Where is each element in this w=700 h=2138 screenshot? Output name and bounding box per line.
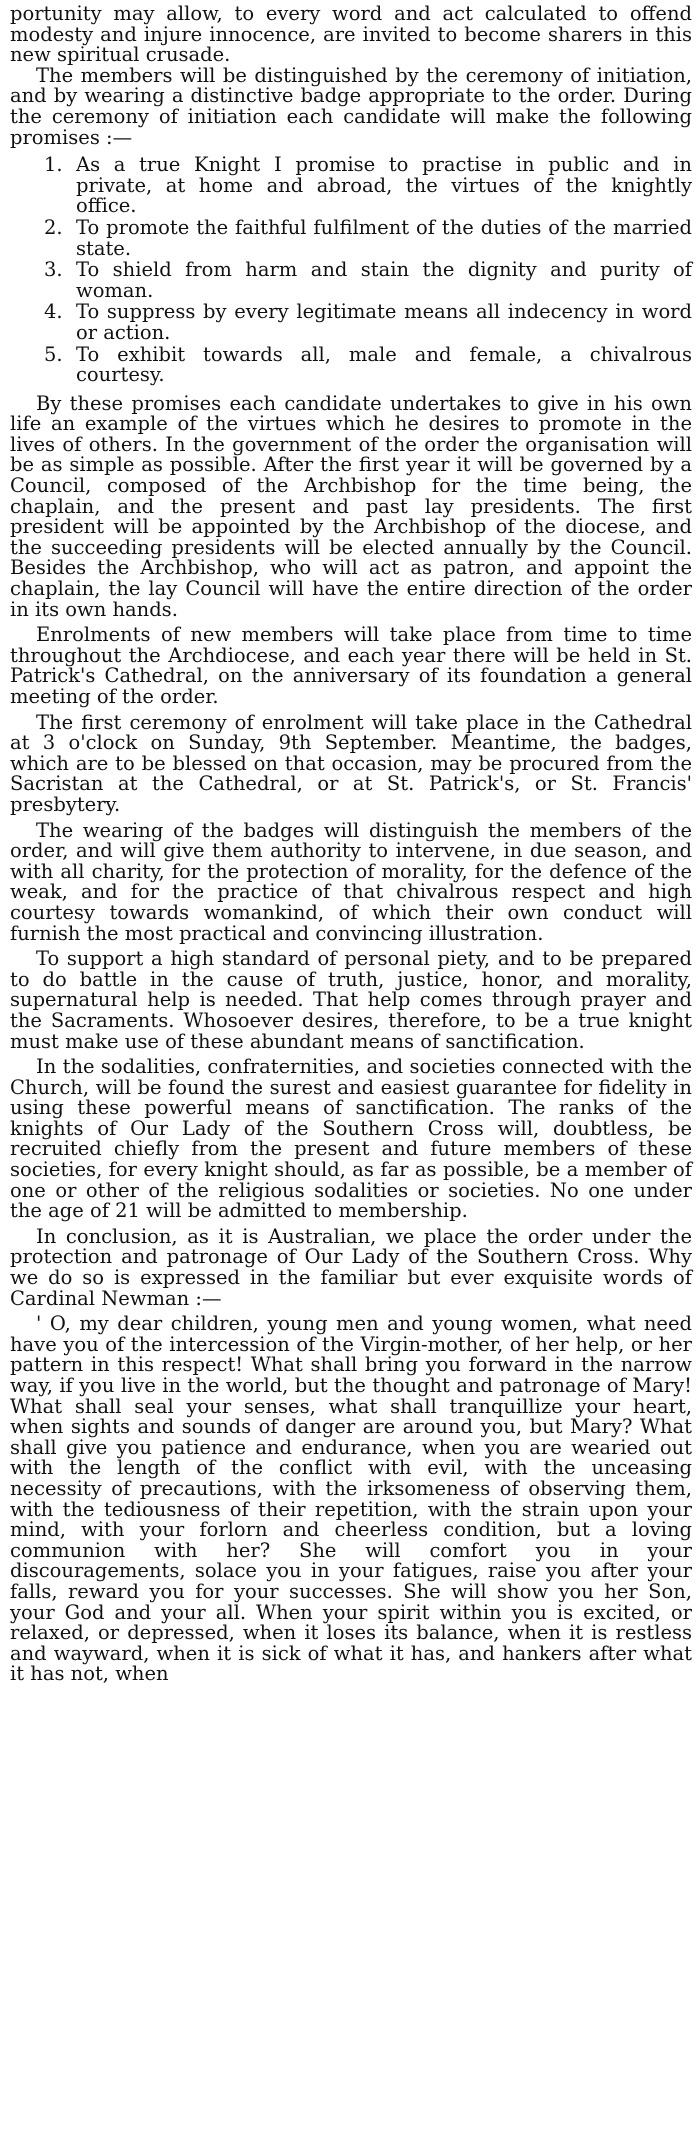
paragraph-continuation: portunity may allow, to every word and act calculated to offend modesty and injure innocence, are invited to become sharers in this new spiritual crusade. <box>10 2 692 67</box>
paragraph-conclusion: In conclusion, as it is Australian, we place the order under the protection and patronage of Our Lady of the Southern Cross. Why we do so is expressed in the familiar but ever exquisite words of Cardinal Newman :— <box>10 1224 692 1310</box>
promise-text: To exhibit towards all, male and female, a chivalrous courtesy. <box>76 342 692 387</box>
promise-item <box>44 215 692 260</box>
promise-number: 2. <box>44 215 63 239</box>
promise-number: 4. <box>44 300 63 324</box>
paragraph-sodalities: In the sodalities, confraternities, and societies connected with the Church, will be found the surest and easiest guarantee for fidelity in using these powerful means of sanctification. The ranks of the knights of Our Lady of the Southern Cross will, doubtless, be recruited chiefly from the present and future members of these societies, for every knight should, as far as possible, be a member of one or other of the religious sodalities or societies. No one under the age of 21 will be admitted to membership. <box>10 1055 692 1223</box>
promise-text: To promote the faithful fulfilment of the duties of the married state. <box>76 215 692 260</box>
promise-number: 5. <box>44 342 63 366</box>
paragraph-initiation: The members will be distinguished by the ceremony of initiation, and by wearing a distinctive badge appropriate to the order. During the ceremony of initiation each candidate will make the following promises :— <box>10 63 692 149</box>
paragraph-government: By these promises each candidate undertakes to give in his own life an example of the virtues which he desires to promote in the lives of others. In the government of the order the organisation will be as simple as possible. After the first year it will be governed by a Council, composed of the Archbishop for the time being, the chaplain, and the present and past lay presidents. The first president will be appointed by the Archbishop of the diocese, and the succeeding presidents will be elected annually by the Council. Besides the Archbishop, who will act as patron, and appoint the chaplain, the lay Council will have the entire direction of the order in its own hands. <box>10 391 692 621</box>
promise-text: As a true Knight I promise to practise in public and in private, at home and abroad, the virtues of the knightly office. <box>76 153 692 218</box>
promise-number: 3. <box>44 258 63 282</box>
paragraph-newman-quote: ' O, my dear children, young men and young women, what need have you of the intercession of the Virgin-mother, of her help, or her pattern in this respect! What shall bring you forward in the narrow way, if you live in the world, but the thought and patronage of Mary! What shall seal your senses, what shall tranquillize your heart, when sights and sounds of danger are around you, but Mary? What shall give you patience and endurance, when you are wearied out with the length of the conflict with evil, with the unceasing necessity of precautions, with the irksomeness of observing them, with the tediousness of their repetition, with the strain upon your mind, with your forlorn and cheerless condition, but a loving communion with her? She will comfort you in your discouragements, solace you in your fatigues, raise you after your falls, reward you for your successes. She will show you her Son, your God and your all. When your spirit within you is excited, or relaxed, or depressed, when it loses its balance, when it is restless and wayward, when it is sick of what it has, and hankers after what it has not, when <box>10 1312 692 1686</box>
promise-number: 1. <box>44 153 63 177</box>
promise-item <box>44 342 692 387</box>
paragraph-badges: The wearing of the badges will distinguish the members of the order, and will give them authority to intervene, in due season, and with all charity, for the protection of morality, for the defence of the weak, and for the practice of that chivalrous respect and high courtesy towards womankind, of which their own conduct will furnish the most practical and convincing illustration. <box>10 818 692 945</box>
promise-item <box>44 260 692 301</box>
paragraph-first-ceremony: The first ceremony of enrolment will take place in the Cathedral at 3 o'clock on Sunday, 9th September. Meantime, the badges, which are to be blessed on that occasion, may be procured from the Sacristan at the Cathedral, or at St. Patrick's, or St. Francis' presbytery. <box>10 710 692 816</box>
promises-list <box>10 155 692 386</box>
paragraph-piety: To support a high standard of personal piety, and to be prepared to do battle in the cause of truth, justice, honor, and morality, supernatural help is needed. That help comes through prayer and the Sacraments. Whosoever desires, therefore, to be a true knight must make use of these abundant means of sanctification. <box>10 947 692 1053</box>
promise-text: To shield from harm and stain the dignity and purity of woman. <box>76 258 692 302</box>
promise-text: To suppress by every legitimate means all indecency in word or action. <box>76 300 692 344</box>
promise-item <box>44 302 692 343</box>
paragraph-enrolments: Enrolments of new members will take place from time to time throughout the Archdiocese, and each year there will be held in St. Patrick's Cathedral, on the anniversary of its foundation a general meeting of the order. <box>10 623 692 708</box>
promise-item <box>44 155 692 217</box>
